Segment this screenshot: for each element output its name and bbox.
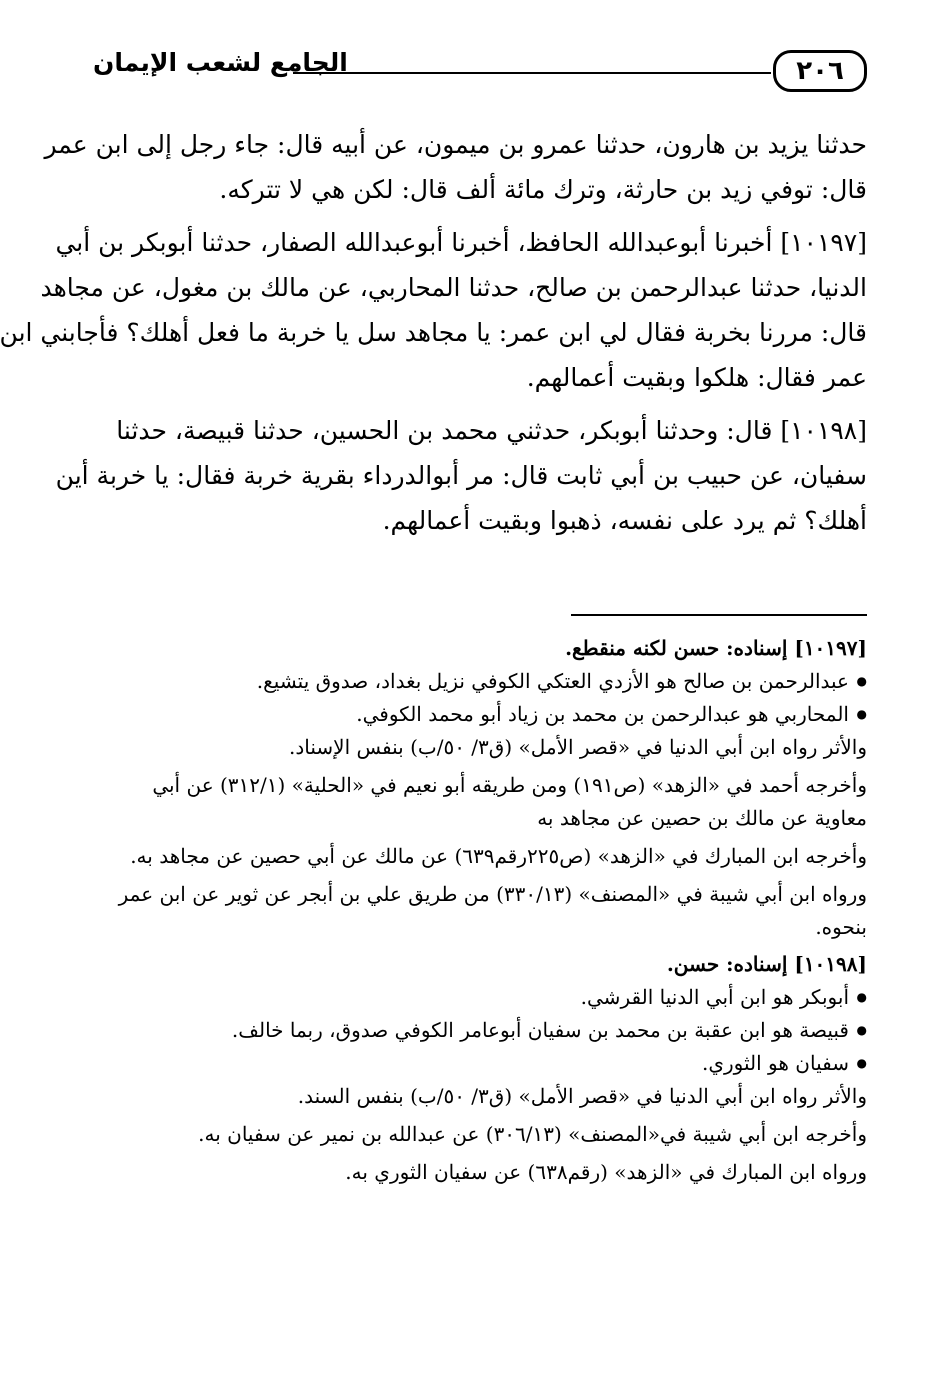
text-line: عمر فقال: هلكوا وبقيت أعمالهم. (526, 363, 867, 392)
text-line: [١٠١٩٨] قال: وحدثنا أبوبكر، حدثني محمد بن الحسين، حدثنا قبيصة، حدثنا (116, 416, 867, 445)
page-number-badge: ٢٠٦ (773, 50, 867, 92)
footnote-line: والأثر رواه ابن أبي الدنيا في «قصر الأمل» (ق٣/ ٥٠/ب) بنفس الإسناد. (289, 735, 867, 759)
footnote-bullet: ● أبوبكر هو ابن أبي الدنيا القرشي. (93, 981, 867, 1014)
footnotes (93, 632, 867, 1193)
paragraph-1 (44, 122, 867, 212)
page-header (93, 46, 867, 102)
paragraph-10198 (55, 408, 867, 543)
footnote-bullet: ● المحاربي هو عبدالرحمن بن محمد بن زياد أبو محمد الكوفي. (93, 698, 867, 731)
footnote-10197 (93, 632, 867, 944)
footnote-bullet: ● عبدالرحمن بن صالح هو الأزدي العتكي الكوفي نزيل بغداد، صدوق يتشيع. (93, 665, 867, 698)
footnote-line: وأخرجه أحمد في «الزهد» (ص١٩١) ومن طريقه أبو نعيم في «الحلية» (٣١٢/١) عن أبي (152, 773, 867, 797)
text-line: قال: مررنا بخربة فقال لي ابن عمر: يا مجاهد سل يا خربة ما فعل أهلك؟ فأجابني ابن (0, 318, 867, 347)
book-title: الجامع لشعب الإيمان (93, 48, 348, 77)
text-line: الدنيا، حدثنا عبدالرحمن بن صالح، حدثنا المحاربي، عن مالك بن مغول، عن مجاهد (40, 273, 867, 302)
footnote-line: وأخرجه ابن أبي شيبة في«المصنف» (٣٠٦/١٣) عن عبدالله بن نمير عن سفيان به. (198, 1122, 867, 1146)
text-line: قال: توفي زيد بن حارثة، وترك مائة ألف قال: لكن هي لا تتركه. (219, 175, 867, 204)
main-text (0, 122, 867, 551)
footnote-bullet: ● قبيصة هو ابن عقبة بن محمد بن سفيان أبوعامر الكوفي صدوق، ربما خالف. (93, 1014, 867, 1047)
text-line: سفيان، عن حبيب بن أبي ثابت قال: مر أبوالدرداء بقرية خربة فقال: يا خربة أين (55, 461, 867, 490)
footnote-line: بنحوه. (815, 915, 867, 939)
footnote-heading: [١٠١٩٨] إسناده: حسن. (666, 952, 867, 976)
footnote-line: معاوية عن مالك بن حصين عن مجاهد به (537, 806, 867, 830)
footnote-line: ورواه ابن المبارك في «الزهد» (رقم٦٣٨) عن سفيان الثوري به. (345, 1160, 867, 1184)
footnote-bullet: ● سفيان هو الثوري. (93, 1047, 867, 1080)
header-rule (293, 72, 771, 74)
footnote-10198 (93, 948, 867, 1189)
footnote-line: ورواه ابن أبي شيبة في «المصنف» (٣٣٠/١٣) من طريق علي بن أبجر عن ثوير عن ابن عمر (118, 882, 867, 906)
text-line: أهلك؟ ثم يرد على نفسه، ذهبوا وبقيت أعمالهم. (382, 506, 867, 535)
footnote-heading: [١٠١٩٧] إسناده: حسن لكنه منقطع. (565, 636, 867, 660)
paragraph-10197 (0, 220, 867, 400)
text-line: حدثنا يزيد بن هارون، حدثنا عمرو بن ميمون، عن أبيه قال: جاء رجل إلى ابن عمر (44, 130, 867, 159)
text-line: [١٠١٩٧] أخبرنا أبوعبدالله الحافظ، أخبرنا أبوعبدالله الصفار، حدثنا أبوبكر بن أبي (55, 228, 867, 257)
footnote-line: وأخرجه ابن المبارك في «الزهد» (ص٢٢٥رقم٦٣٩) عن مالك عن أبي حصين عن مجاهد به. (130, 844, 867, 868)
footnote-separator (571, 614, 867, 616)
footnote-line: والأثر رواه ابن أبي الدنيا في «قصر الأمل» (ق٣/ ٥٠/ب) بنفس السند. (297, 1084, 867, 1108)
